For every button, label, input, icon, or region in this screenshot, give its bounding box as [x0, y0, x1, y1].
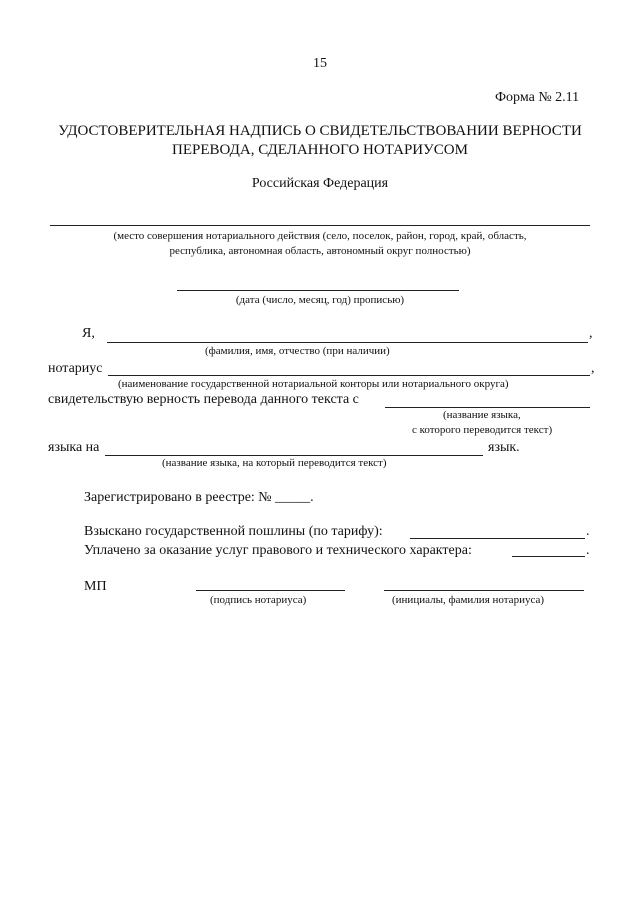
- notary-label: нотариус: [48, 361, 103, 376]
- lang-to-label: языка на: [48, 440, 100, 455]
- notary-name-line: [384, 590, 584, 591]
- registry-text: Зарегистрировано в реестре: № _____.: [84, 490, 314, 505]
- notary-comma: ,: [591, 361, 595, 376]
- fio-line: [107, 342, 588, 343]
- notary-line: [108, 375, 590, 376]
- source-language-line: [385, 407, 590, 408]
- place-line: [50, 225, 590, 226]
- source-caption-1: (название языка,: [443, 409, 521, 421]
- duty-text: Взыскано государственной пошлины (по тарифу):: [84, 524, 383, 539]
- certify-text: свидетельствую верность перевода данного текста с: [48, 392, 359, 407]
- target-language-line: [105, 455, 483, 456]
- fio-caption: (фамилия, имя, отчество (при наличии): [205, 345, 390, 357]
- date-caption: (дата (число, месяц, год) прописью): [235, 294, 405, 306]
- target-caption: (название языка, на который переводится текст): [162, 457, 387, 469]
- form-number: Форма № 2.11: [495, 90, 580, 105]
- ya-comma: ,: [589, 326, 593, 341]
- source-caption-2: с которого переводится текст): [412, 424, 553, 436]
- services-end: .: [586, 543, 590, 558]
- notary-caption: (наименование государственной нотариальной конторы или нотариального округа): [118, 378, 509, 390]
- services-text: Уплачено за оказание услуг правового и технического характера:: [84, 543, 472, 558]
- mp-label: МП: [84, 579, 107, 594]
- duty-line: [410, 538, 585, 539]
- date-line: [177, 290, 459, 291]
- signature-caption: (подпись нотариуса): [210, 594, 307, 606]
- country: Российская Федерация: [251, 176, 389, 191]
- place-caption-1: (место совершения нотариального действия (село, поселок, район, город, край, область,: [113, 230, 527, 242]
- signature-line: [196, 590, 345, 591]
- title-line-1: УДОСТОВЕРИТЕЛЬНАЯ НАДПИСЬ О СВИДЕТЕЛЬСТВОВАНИИ ВЕРНОСТИ: [58, 123, 582, 139]
- lang-suffix: язык.: [488, 440, 520, 455]
- duty-end: .: [586, 524, 590, 539]
- services-line: [512, 556, 585, 557]
- ya-label: Я,: [82, 326, 95, 341]
- document-title: [0, 122, 640, 160]
- page-number: 15: [313, 56, 327, 71]
- notary-name-caption: (инициалы, фамилия нотариуса): [392, 594, 545, 606]
- title-line-2: ПЕРЕВОДА, СДЕЛАННОГО НОТАРИУСОМ: [172, 142, 468, 158]
- place-caption-2: республика, автономная область, автономный округ полностью): [169, 245, 471, 257]
